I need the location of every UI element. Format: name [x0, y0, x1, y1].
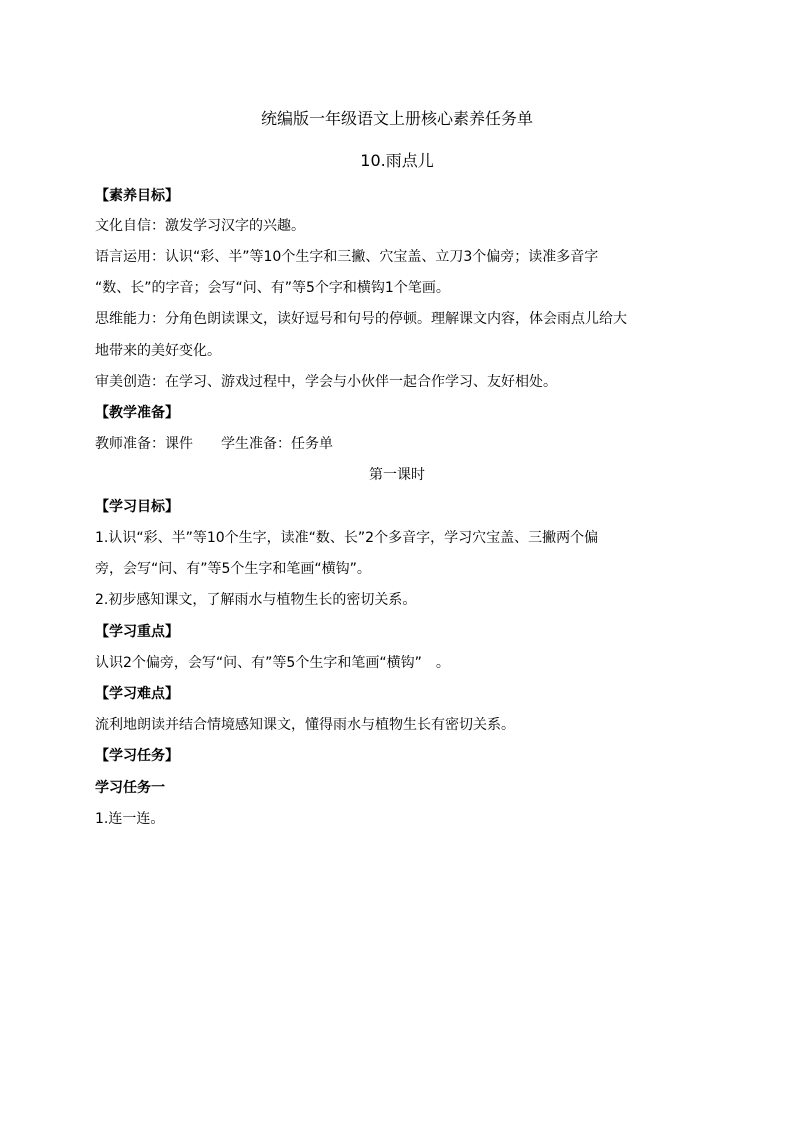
objectives-heading: 【学习目标】	[95, 499, 179, 515]
lesson-title: 10.雨点儿	[360, 151, 434, 170]
prep-student: 学生准备：任务单	[221, 436, 333, 452]
goal-language-line2: “数、长”的字音；会写“问、有”等5个字和横钩1个笔画。	[95, 280, 450, 296]
goal-aesthetic: 审美创造：在学习、游戏过程中，学会与小伙伴一起合作学习、友好相处。	[95, 374, 557, 390]
document-title: 统编版一年级语文上册核心素养任务单	[260, 109, 533, 128]
goal-thinking-line1: 思维能力：分角色朗读课文，读好逗号和句号的停顿。理解课文内容，体会雨点儿给大	[95, 311, 627, 327]
task-1-title: 学习任务一	[95, 780, 165, 796]
period-label: 第一课时	[369, 467, 425, 483]
objective-2: 2.初步感知课文，了解雨水与植物生长的密切关系。	[95, 592, 417, 608]
task-1-item-1: 1.连一连。	[95, 811, 165, 827]
key-points-text: 认识2个偏旁，会写“问、有”等5个生字和笔画“横钩” 。	[95, 655, 450, 671]
objective-1-line1: 1.认识“彩、半”等10个生字，读准“数、长”2个多音字，学习穴宝盖、三撇两个偏	[95, 530, 599, 546]
difficulty-heading: 【学习难点】	[95, 686, 179, 702]
goal-thinking-line2: 地带来的美好变化。	[95, 343, 221, 359]
prep-teacher: 教师准备：课件	[95, 436, 193, 452]
prep-line	[95, 434, 705, 454]
objective-1-line2: 旁，会写“问、有”等5个生字和笔画“横钩”。	[95, 561, 371, 577]
key-points-heading: 【学习重点】	[95, 624, 179, 640]
difficulty-text: 流利地朗读并结合情境感知课文，懂得雨水与植物生长有密切关系。	[95, 717, 515, 733]
goal-language-line1: 语言运用：认识“彩、半”等10个生字和三撇、穴宝盖、立刀3个偏旁；读准多音字	[95, 249, 599, 265]
goals-heading: 【素养目标】	[95, 188, 179, 204]
tasks-heading: 【学习任务】	[95, 748, 179, 764]
goal-culture: 文化自信：激发学习汉字的兴趣。	[95, 218, 305, 234]
prep-heading: 【教学准备】	[95, 405, 179, 421]
